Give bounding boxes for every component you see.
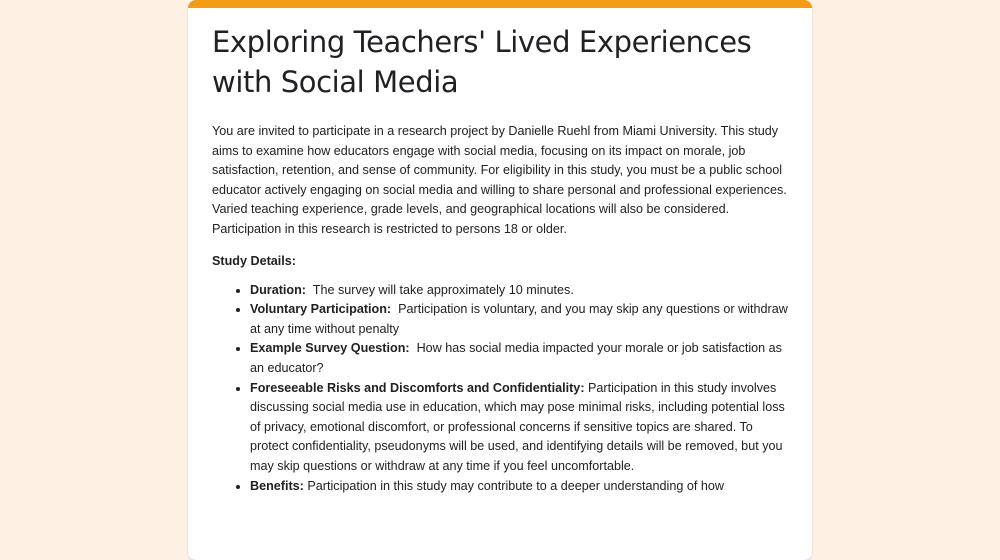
detail-item-risks-confidentiality — [250, 379, 788, 477]
detail-label: Duration: — [250, 282, 306, 297]
detail-label: Voluntary Participation: — [250, 302, 392, 317]
form-description — [188, 8, 812, 496]
form-title: Exploring Teachers' Lived Experiences with Social Media — [212, 25, 752, 99]
detail-item-voluntary-participation — [250, 300, 788, 339]
detail-text: Participation in this study may contribute to a deeper understanding of how — [307, 478, 724, 493]
form-intro-paragraph: You are invited to participate in a research project by Danielle Ruehl from Miami University. This study aims to examine how educators engage with social media, focusing on its impact on morale, job satisfaction, retention, and sense of community. For eligibility in this study, you must be a public school educator actively engaging on social media and willing to share personal and professional experiences. Varied teaching experience, grade levels, and geographical locations will also be considered. Participation in this research is restricted to persons 18 or older. — [212, 124, 787, 236]
study-details-list — [212, 281, 788, 497]
detail-label: Example Survey Question: — [250, 341, 410, 356]
form-header-card — [188, 0, 812, 560]
detail-label: Foreseeable Risks and Discomforts and Confidentiality: — [250, 380, 585, 395]
detail-text: Participation is voluntary, and you may skip any questions or withdraw at any time without penalty — [250, 302, 788, 336]
detail-label: Benefits: — [250, 478, 304, 493]
detail-item-duration — [250, 281, 788, 301]
detail-text: Participation in this study involves discussing social media use in education, which may pose minimal risks, including potential loss of privacy, emotional discomfort, or professional concerns if sensitive topics are shared. To protect confidentiality, pseudonyms will be used, and identifying details will be removed, but you may skip questions or withdraw at any time if you feel uncomfortable. — [250, 380, 785, 473]
detail-item-benefits — [250, 477, 788, 497]
detail-item-example-question — [250, 339, 788, 378]
detail-text: The survey will take approximately 10 minutes. — [312, 282, 574, 297]
form-accent-bar — [188, 0, 812, 8]
detail-text: How has social media impacted your morale or job satisfaction as an educator? — [250, 341, 782, 375]
study-details-heading: Study Details: — [212, 253, 296, 268]
